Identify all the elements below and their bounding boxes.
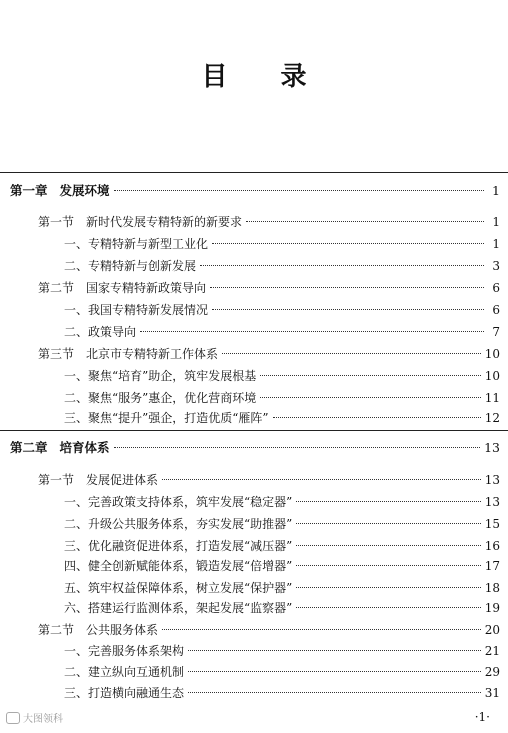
toc-entry-item[interactable] (64, 643, 500, 659)
entry-text: 二、聚焦“服务”惠企，优化营商环境 (64, 391, 257, 405)
entry-text: 二、建立纵向互通机制 (64, 665, 185, 679)
entry-text: 二、政策导向 (64, 325, 137, 339)
entry-text: 公共服务体系 (86, 623, 159, 637)
dot-leader (162, 629, 481, 630)
dot-leader (222, 353, 481, 354)
entry-text: 发展促进体系 (86, 473, 159, 487)
toc-entry-item[interactable] (64, 410, 500, 426)
dot-leader (140, 331, 484, 332)
toc-entry-item[interactable] (64, 685, 500, 701)
entry-text: 国家专精特新政策导向 (86, 281, 207, 295)
toc-entry-chapter[interactable] (10, 440, 500, 456)
toc-entry-item[interactable] (64, 236, 500, 252)
dot-leader (212, 309, 484, 310)
dot-leader (296, 523, 480, 524)
toc-entry-item[interactable] (64, 324, 500, 340)
entry-text: 三、打造横向融通生态 (64, 686, 185, 700)
entry-page: 10 (484, 347, 500, 361)
toc-entry-section[interactable] (38, 214, 500, 230)
entry-page: 7 (492, 325, 500, 339)
entry-label: 第二章 (10, 440, 48, 455)
entry-page: 13 (484, 440, 500, 455)
entry-text: 一、完善政策支持体系，筑牢发展“稳定器” (64, 495, 293, 509)
entry-text: 五、筑牢权益保障体系，树立发展“保护器” (64, 581, 293, 595)
toc-entry-item[interactable] (64, 368, 500, 384)
dot-leader (114, 190, 484, 191)
toc-entry-item[interactable] (64, 664, 500, 680)
entry-label: 第二节 (38, 281, 75, 295)
dot-leader (273, 417, 481, 418)
dot-leader (188, 692, 481, 693)
toc-entry-item[interactable] (64, 558, 500, 574)
entry-text: 一、完善服务体系架构 (64, 644, 185, 658)
entry-page: 10 (484, 369, 500, 383)
entry-page: 11 (484, 391, 500, 405)
entry-text: 三、聚焦“提升”强企，打造优质“雁阵” (64, 411, 269, 425)
toc-entry-item[interactable] (64, 302, 500, 318)
entry-page: 17 (484, 559, 500, 573)
entry-text: 四、健全创新赋能体系，锻造发展“倍增器” (64, 559, 293, 573)
toc-entry-item[interactable] (64, 600, 500, 616)
page-title: 目 录 (201, 62, 329, 92)
dot-leader (210, 287, 484, 288)
entry-page: 18 (484, 581, 500, 595)
entry-text: 一、聚焦“培育”助企，筑牢发展根基 (64, 369, 257, 383)
dot-leader (260, 375, 480, 376)
entry-page: 31 (484, 686, 500, 700)
toc-entry-item[interactable] (64, 516, 500, 532)
dot-leader (296, 607, 480, 608)
toc-entry-section[interactable] (38, 280, 500, 296)
dot-leader (188, 671, 481, 672)
entry-text: 新时代发展专精特新的新要求 (86, 215, 243, 229)
entry-text: 北京市专精特新工作体系 (86, 347, 219, 361)
dot-leader (188, 650, 481, 651)
entry-page: 6 (492, 303, 500, 317)
entry-text: 一、我国专精特新发展情况 (64, 303, 209, 317)
entry-page: 16 (484, 539, 500, 553)
entry-text: 六、搭建运行监测体系，架起发展“监察器” (64, 601, 293, 615)
entry-page: 13 (484, 473, 500, 487)
dot-leader (296, 565, 480, 566)
entry-label: 第一节 (38, 473, 75, 487)
dot-leader (200, 265, 484, 266)
entry-text: 培育体系 (59, 440, 110, 455)
toc-entry-item[interactable] (64, 390, 500, 406)
entry-text: 二、升级公共服务体系，夯实发展“助推器” (64, 517, 293, 531)
entry-page: 20 (484, 623, 500, 637)
watermark (6, 710, 63, 725)
entry-page: 19 (484, 601, 500, 615)
watermark-text: 大图领科 (23, 714, 63, 725)
page-number: ·1· (474, 710, 490, 724)
entry-page: 13 (484, 495, 500, 509)
toc-entry-item[interactable] (64, 538, 500, 554)
entry-page: 29 (484, 665, 500, 679)
entry-label: 第三节 (38, 347, 75, 361)
dot-leader (296, 501, 480, 502)
entry-text: 一、专精特新与新型工业化 (64, 237, 209, 251)
entry-page: 15 (484, 517, 500, 531)
dot-leader (296, 545, 480, 546)
toc-entry-item[interactable] (64, 580, 500, 596)
dot-leader (114, 447, 481, 448)
dot-leader (260, 397, 480, 398)
dot-leader (162, 479, 481, 480)
dot-leader (296, 587, 480, 588)
toc-entry-section[interactable] (38, 622, 500, 638)
entry-text: 发展环境 (59, 183, 110, 198)
entry-page: 1 (492, 183, 500, 198)
toc-entry-section[interactable] (38, 346, 500, 362)
toc-entry-chapter[interactable] (10, 183, 500, 199)
entry-label: 第一节 (38, 215, 75, 229)
entry-page: 3 (492, 259, 500, 273)
entry-page: 1 (492, 237, 500, 251)
toc-entry-item[interactable] (64, 494, 500, 510)
entry-text: 二、专精特新与创新发展 (64, 259, 197, 273)
entry-page: 1 (492, 215, 500, 229)
entry-label: 第一章 (10, 183, 48, 198)
entry-page: 6 (492, 281, 500, 295)
entry-text: 三、优化融资促进体系，打造发展“减压器” (64, 539, 293, 553)
toc-entry-item[interactable] (64, 258, 500, 274)
dot-leader (212, 243, 484, 244)
dot-leader (246, 221, 484, 222)
toc-entry-section[interactable] (38, 472, 500, 488)
entry-page: 12 (484, 411, 500, 425)
entry-label: 第二节 (38, 623, 75, 637)
entry-page: 21 (484, 644, 500, 658)
watermark-logo-icon (6, 712, 20, 724)
